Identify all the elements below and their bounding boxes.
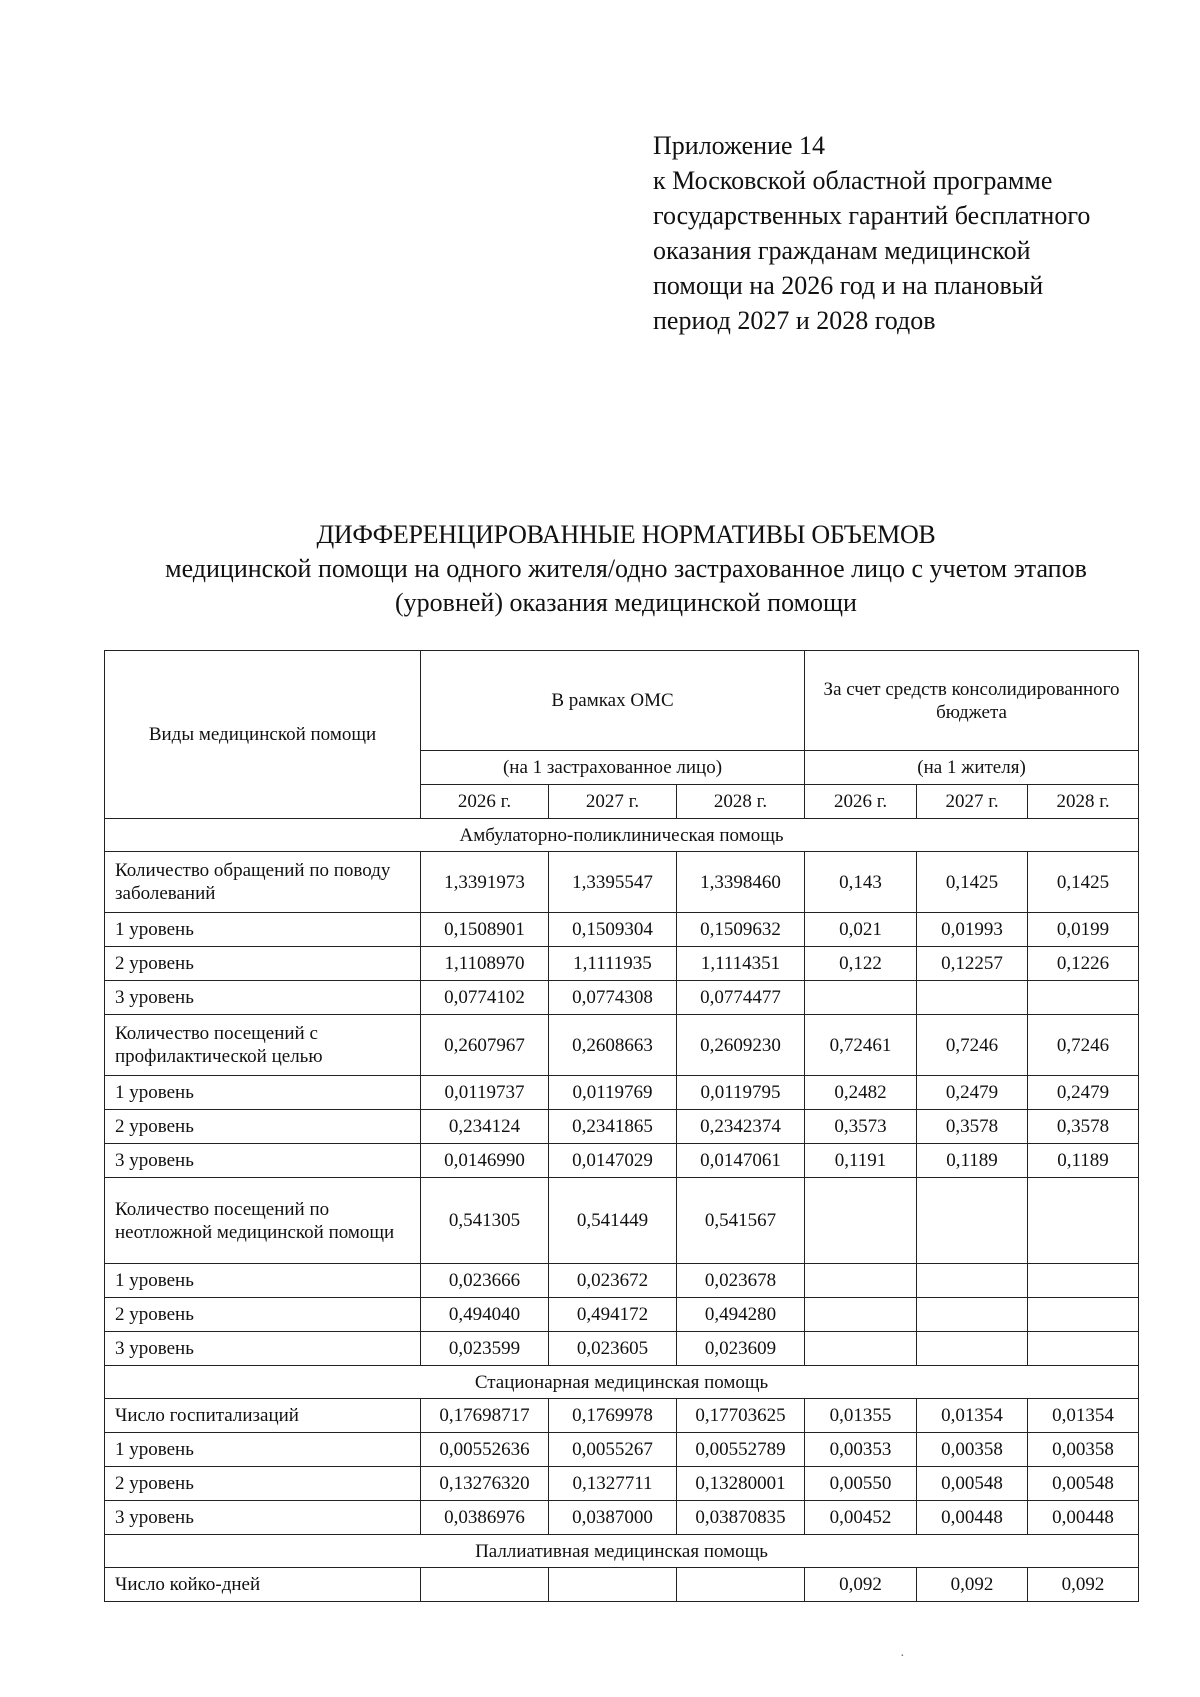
value-cell: 0,1425 — [917, 852, 1028, 913]
table-row — [105, 852, 1139, 913]
value-cell — [1028, 1298, 1139, 1332]
value-cell — [805, 981, 917, 1015]
value-cell: 0,01355 — [805, 1399, 917, 1433]
value-cell: 0,0199 — [1028, 913, 1139, 947]
appendix-line: Приложение 14 — [653, 131, 826, 160]
value-cell: 0,2609230 — [677, 1015, 805, 1076]
value-cell: 0,1508901 — [421, 913, 549, 947]
value-cell: 0,1226 — [1028, 947, 1139, 981]
value-cell — [421, 1568, 549, 1602]
value-cell: 0,092 — [805, 1568, 917, 1602]
value-cell: 0,00452 — [805, 1501, 917, 1535]
header-budget-unit: (на 1 жителя) — [805, 751, 1139, 785]
value-cell — [1028, 1178, 1139, 1264]
value-cell: 0,0387000 — [549, 1501, 677, 1535]
year-header: 2027 г. — [549, 785, 677, 819]
value-cell — [1028, 1264, 1139, 1298]
value-cell — [917, 1298, 1028, 1332]
value-cell — [805, 1178, 917, 1264]
table-row — [105, 981, 1139, 1015]
value-cell: 0,00358 — [917, 1433, 1028, 1467]
value-cell: 0,00548 — [917, 1467, 1028, 1501]
value-cell: 0,17698717 — [421, 1399, 549, 1433]
value-cell: 0,1327711 — [549, 1467, 677, 1501]
year-header: 2028 г. — [1028, 785, 1139, 819]
value-cell: 0,3573 — [805, 1110, 917, 1144]
value-cell: 0,0386976 — [421, 1501, 549, 1535]
value-cell — [805, 1264, 917, 1298]
value-cell: 0,0147061 — [677, 1144, 805, 1178]
value-cell — [549, 1568, 677, 1602]
table-row — [105, 1467, 1139, 1501]
value-cell: 1,3395547 — [549, 852, 677, 913]
row-label: Количество обращений по поводу заболеваний — [105, 852, 421, 913]
value-cell: 0,541449 — [549, 1178, 677, 1264]
value-cell: 0,541567 — [677, 1178, 805, 1264]
row-label: 3 уровень — [105, 1144, 421, 1178]
value-cell: 0,234124 — [421, 1110, 549, 1144]
value-cell: 0,092 — [917, 1568, 1028, 1602]
value-cell: 0,494040 — [421, 1298, 549, 1332]
title-subtitle-line: (уровней) оказания медицинской помощи — [395, 588, 857, 617]
value-cell: 0,03870835 — [677, 1501, 805, 1535]
table-row — [105, 1399, 1139, 1433]
row-label: 3 уровень — [105, 1501, 421, 1535]
value-cell: 0,541305 — [421, 1178, 549, 1264]
value-cell: 0,00448 — [917, 1501, 1028, 1535]
appendix-line: к Московской областной программе — [653, 166, 1053, 195]
value-cell: 1,1111935 — [549, 947, 677, 981]
value-cell — [805, 1332, 917, 1366]
value-cell: 0,00448 — [1028, 1501, 1139, 1535]
value-cell: 0,00358 — [1028, 1433, 1139, 1467]
document-title — [96, 518, 1156, 620]
section-title: Амбулаторно-поликлиническая помощь — [105, 819, 1139, 852]
value-cell: 0,01993 — [917, 913, 1028, 947]
value-cell: 0,0774308 — [549, 981, 677, 1015]
value-cell — [805, 1298, 917, 1332]
value-cell: 0,0119769 — [549, 1076, 677, 1110]
value-cell — [917, 981, 1028, 1015]
value-cell — [917, 1264, 1028, 1298]
value-cell: 1,3391973 — [421, 852, 549, 913]
value-cell: 0,0119737 — [421, 1076, 549, 1110]
row-label: 2 уровень — [105, 1467, 421, 1501]
value-cell: 0,0055267 — [549, 1433, 677, 1467]
table-row — [105, 1178, 1139, 1264]
value-cell: 0,1189 — [1028, 1144, 1139, 1178]
header-oms-unit: (на 1 застрахованное лицо) — [421, 751, 805, 785]
value-cell: 0,122 — [805, 947, 917, 981]
value-cell: 0,1425 — [1028, 852, 1139, 913]
value-cell: 0,092 — [1028, 1568, 1139, 1602]
value-cell: 0,023605 — [549, 1332, 677, 1366]
value-cell: 0,0774102 — [421, 981, 549, 1015]
value-cell: 0,13280001 — [677, 1467, 805, 1501]
value-cell: 0,0147029 — [549, 1144, 677, 1178]
row-label: 1 уровень — [105, 1076, 421, 1110]
value-cell: 0,7246 — [917, 1015, 1028, 1076]
year-header: 2026 г. — [421, 785, 549, 819]
value-cell: 0,494280 — [677, 1298, 805, 1332]
appendix-line: помощи на 2026 год и на плановый — [653, 271, 1044, 300]
value-cell: 0,023678 — [677, 1264, 805, 1298]
value-cell: 0,00548 — [1028, 1467, 1139, 1501]
table-row — [105, 1076, 1139, 1110]
appendix-line: государственных гарантий бесплатного — [653, 201, 1091, 230]
table-row — [105, 1568, 1139, 1602]
year-header: 2027 г. — [917, 785, 1028, 819]
value-cell: 1,3398460 — [677, 852, 805, 913]
value-cell: 0,143 — [805, 852, 917, 913]
appendix-line: оказания гражданам медицинской — [653, 236, 1031, 265]
section-row — [105, 819, 1139, 852]
value-cell: 0,12257 — [917, 947, 1028, 981]
appendix-line: период 2027 и 2028 годов — [653, 306, 936, 335]
value-cell: 1,1114351 — [677, 947, 805, 981]
section-title: Стационарная медицинская помощь — [105, 1366, 1139, 1399]
value-cell: 0,7246 — [1028, 1015, 1139, 1076]
value-cell: 0,023672 — [549, 1264, 677, 1298]
header-oms: В рамках ОМС — [421, 651, 805, 751]
value-cell: 0,1509304 — [549, 913, 677, 947]
scan-mark: · — [900, 1649, 905, 1664]
value-cell: 0,00552789 — [677, 1433, 805, 1467]
value-cell: 0,2342374 — [677, 1110, 805, 1144]
value-cell — [917, 1332, 1028, 1366]
value-cell: 0,1769978 — [549, 1399, 677, 1433]
row-label: 2 уровень — [105, 1298, 421, 1332]
value-cell: 0,2479 — [917, 1076, 1028, 1110]
value-cell: 0,2608663 — [549, 1015, 677, 1076]
row-label: 1 уровень — [105, 1264, 421, 1298]
row-label: 2 уровень — [105, 947, 421, 981]
value-cell: 0,023599 — [421, 1332, 549, 1366]
value-cell — [917, 1178, 1028, 1264]
value-cell: 0,3578 — [1028, 1110, 1139, 1144]
table-row — [105, 1264, 1139, 1298]
table-row — [105, 1015, 1139, 1076]
year-header: 2028 г. — [677, 785, 805, 819]
row-label: Количество посещений с профилактической целью — [105, 1015, 421, 1076]
value-cell: 0,023666 — [421, 1264, 549, 1298]
header-budget: За счет средств консолидированного бюджета — [805, 651, 1139, 751]
table-row — [105, 1332, 1139, 1366]
value-cell: 0,023609 — [677, 1332, 805, 1366]
section-title: Паллиативная медицинская помощь — [105, 1535, 1139, 1568]
table-row — [105, 1110, 1139, 1144]
value-cell: 0,00353 — [805, 1433, 917, 1467]
value-cell: 0,00552636 — [421, 1433, 549, 1467]
value-cell: 0,494172 — [549, 1298, 677, 1332]
row-label: Количество посещений по неотложной медицинской помощи — [105, 1178, 421, 1264]
table-row — [105, 947, 1139, 981]
value-cell: 0,0146990 — [421, 1144, 549, 1178]
value-cell: 0,2341865 — [549, 1110, 677, 1144]
value-cell: 0,13276320 — [421, 1467, 549, 1501]
value-cell — [1028, 981, 1139, 1015]
norms-table — [104, 650, 1139, 1602]
value-cell: 1,1108970 — [421, 947, 549, 981]
value-cell: 0,72461 — [805, 1015, 917, 1076]
value-cell: 0,1191 — [805, 1144, 917, 1178]
value-cell: 0,2482 — [805, 1076, 917, 1110]
table-row — [105, 1298, 1139, 1332]
value-cell — [1028, 1332, 1139, 1366]
header-care-types: Виды медицинской помощи — [105, 651, 421, 819]
table-row — [105, 1501, 1139, 1535]
title-subtitle-line: медицинской помощи на одного жителя/одно застрахованное лицо с учетом этапов — [165, 554, 1087, 583]
value-cell: 0,01354 — [917, 1399, 1028, 1433]
value-cell: 0,0774477 — [677, 981, 805, 1015]
value-cell: 0,3578 — [917, 1110, 1028, 1144]
row-label: 3 уровень — [105, 981, 421, 1015]
value-cell: 0,2479 — [1028, 1076, 1139, 1110]
value-cell — [677, 1568, 805, 1602]
value-cell: 0,1189 — [917, 1144, 1028, 1178]
header-row — [105, 651, 1139, 751]
table-row — [105, 913, 1139, 947]
row-label: 3 уровень — [105, 1332, 421, 1366]
row-label: 1 уровень — [105, 913, 421, 947]
table-row — [105, 1144, 1139, 1178]
row-label: Число койко-дней — [105, 1568, 421, 1602]
row-label: Число госпитализаций — [105, 1399, 421, 1433]
table-row — [105, 1433, 1139, 1467]
value-cell: 0,00550 — [805, 1467, 917, 1501]
value-cell: 0,01354 — [1028, 1399, 1139, 1433]
table-body — [105, 651, 1139, 1602]
value-cell: 0,1509632 — [677, 913, 805, 947]
value-cell: 0,17703625 — [677, 1399, 805, 1433]
value-cell: 0,0119795 — [677, 1076, 805, 1110]
section-row — [105, 1535, 1139, 1568]
value-cell: 0,2607967 — [421, 1015, 549, 1076]
appendix-block — [653, 128, 1090, 338]
row-label: 2 уровень — [105, 1110, 421, 1144]
value-cell: 0,021 — [805, 913, 917, 947]
title-main: ДИФФЕРЕНЦИРОВАННЫЕ НОРМАТИВЫ ОБЪЕМОВ — [316, 520, 936, 549]
row-label: 1 уровень — [105, 1433, 421, 1467]
year-header: 2026 г. — [805, 785, 917, 819]
section-row — [105, 1366, 1139, 1399]
